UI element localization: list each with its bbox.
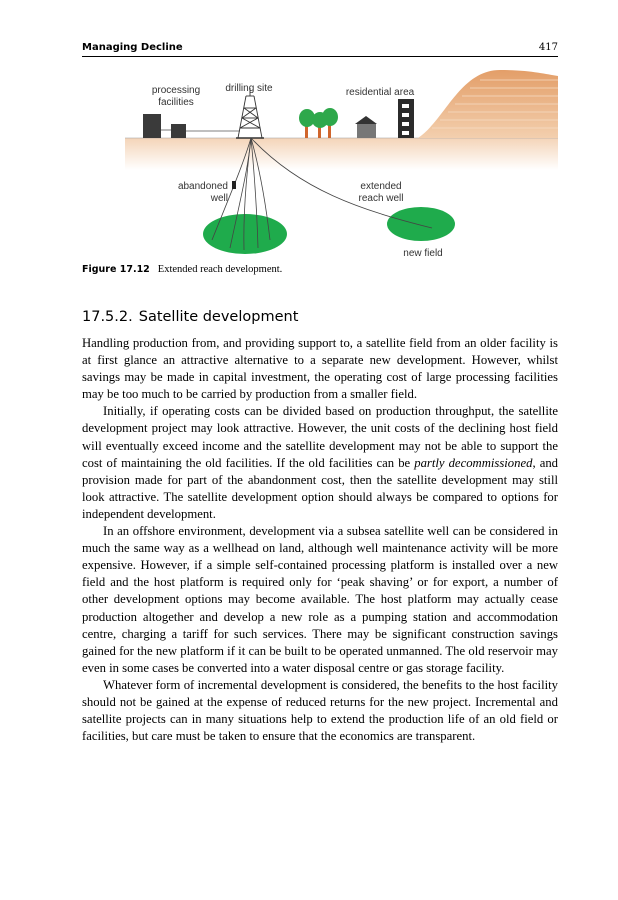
label-residential-area: residential area [345, 87, 415, 98]
label-new-field: new field [403, 248, 443, 259]
paragraph-2-part-b: , and provision made for part of the abandonment cost, then the satellite development may still look attractive. The satellite development option should always be compared to options for independent development. [82, 455, 559, 521]
section-title: Satellite development [138, 309, 299, 325]
trees [299, 108, 338, 138]
new-field [387, 207, 455, 241]
label-processing: processing [151, 85, 201, 96]
apartment-tower [398, 99, 414, 138]
paragraph-1: Handling production from, and providing support to, a satellite field from an older facility is at first glance an attractive alternative to a separate new development. However, whilst savings may be made in capital investment, the operating cost of large processing facilities may be too much to be carried by production from a smaller field. [82, 336, 558, 402]
body-text [82, 335, 558, 745]
processing-building-small [171, 124, 186, 138]
figure-caption-text: Extended reach development. [157, 264, 283, 275]
ground-layer [125, 138, 558, 170]
abandoned-well-marker [232, 181, 236, 189]
label-reach-well: reach well [358, 193, 404, 204]
label-extended: extended [360, 181, 402, 192]
section-number: 17.5.2. [82, 309, 133, 325]
extended-reach-figure [0, 0, 618, 262]
label-drilling-site: drilling site [225, 83, 273, 94]
paragraph-4: Whatever form of incremental development is considered, the benefits to the host facility should not be gained at the expense of reduced returns for the new project. Incremental and satellite projects can in many situations help to extend the production life of an old field or facilities, but care must be taken to ensure that the economics are transparent. [82, 677, 558, 744]
emphasis-partly-decommissioned: partly decommissioned [414, 455, 533, 470]
page-number: 417 [538, 42, 558, 53]
running-title: Managing Decline [82, 42, 183, 53]
drilling-rig [236, 88, 264, 138]
label-well: well [210, 193, 228, 204]
figure-caption [82, 264, 282, 275]
figure-caption-label: Figure 17.12 [82, 264, 150, 275]
paragraph-3: In an offshore environment, development via a subsea satellite well can be considered in much the same way as a wellhead on land, although well maintenance activity will be more expensive. However, if a simple self-contained processing platform is installed over a new field and the host platform is required only for ‘peak shaving’ or for export, a number of other development options may become available. The host platform may actually cease production altogether and develop a new role as a pumping station and accommodation centre, charging a tariff for such services. There may be significant construction savings gained for the new platform if it can be built to be operated unmanned. The old reservoir may even in some cases be converted into a water disposal centre or gas storage facility. [82, 524, 558, 675]
old-field [203, 214, 287, 254]
paragraph-2 [82, 403, 558, 523]
label-abandoned: abandoned [177, 181, 228, 192]
paragraph-2-part-a: Initially, if operating costs can be divided based on production throughput, the satellite development project may look attractive. However, the unit costs of the declining host field will eventually exceed income and the satellite development may not be able to support the cost of maintaining the old facilities. If the old facilities can be [82, 404, 558, 470]
label-facilities: facilities [158, 97, 194, 108]
section-heading [82, 309, 298, 325]
processing-building-large [143, 114, 161, 138]
house [355, 116, 377, 138]
